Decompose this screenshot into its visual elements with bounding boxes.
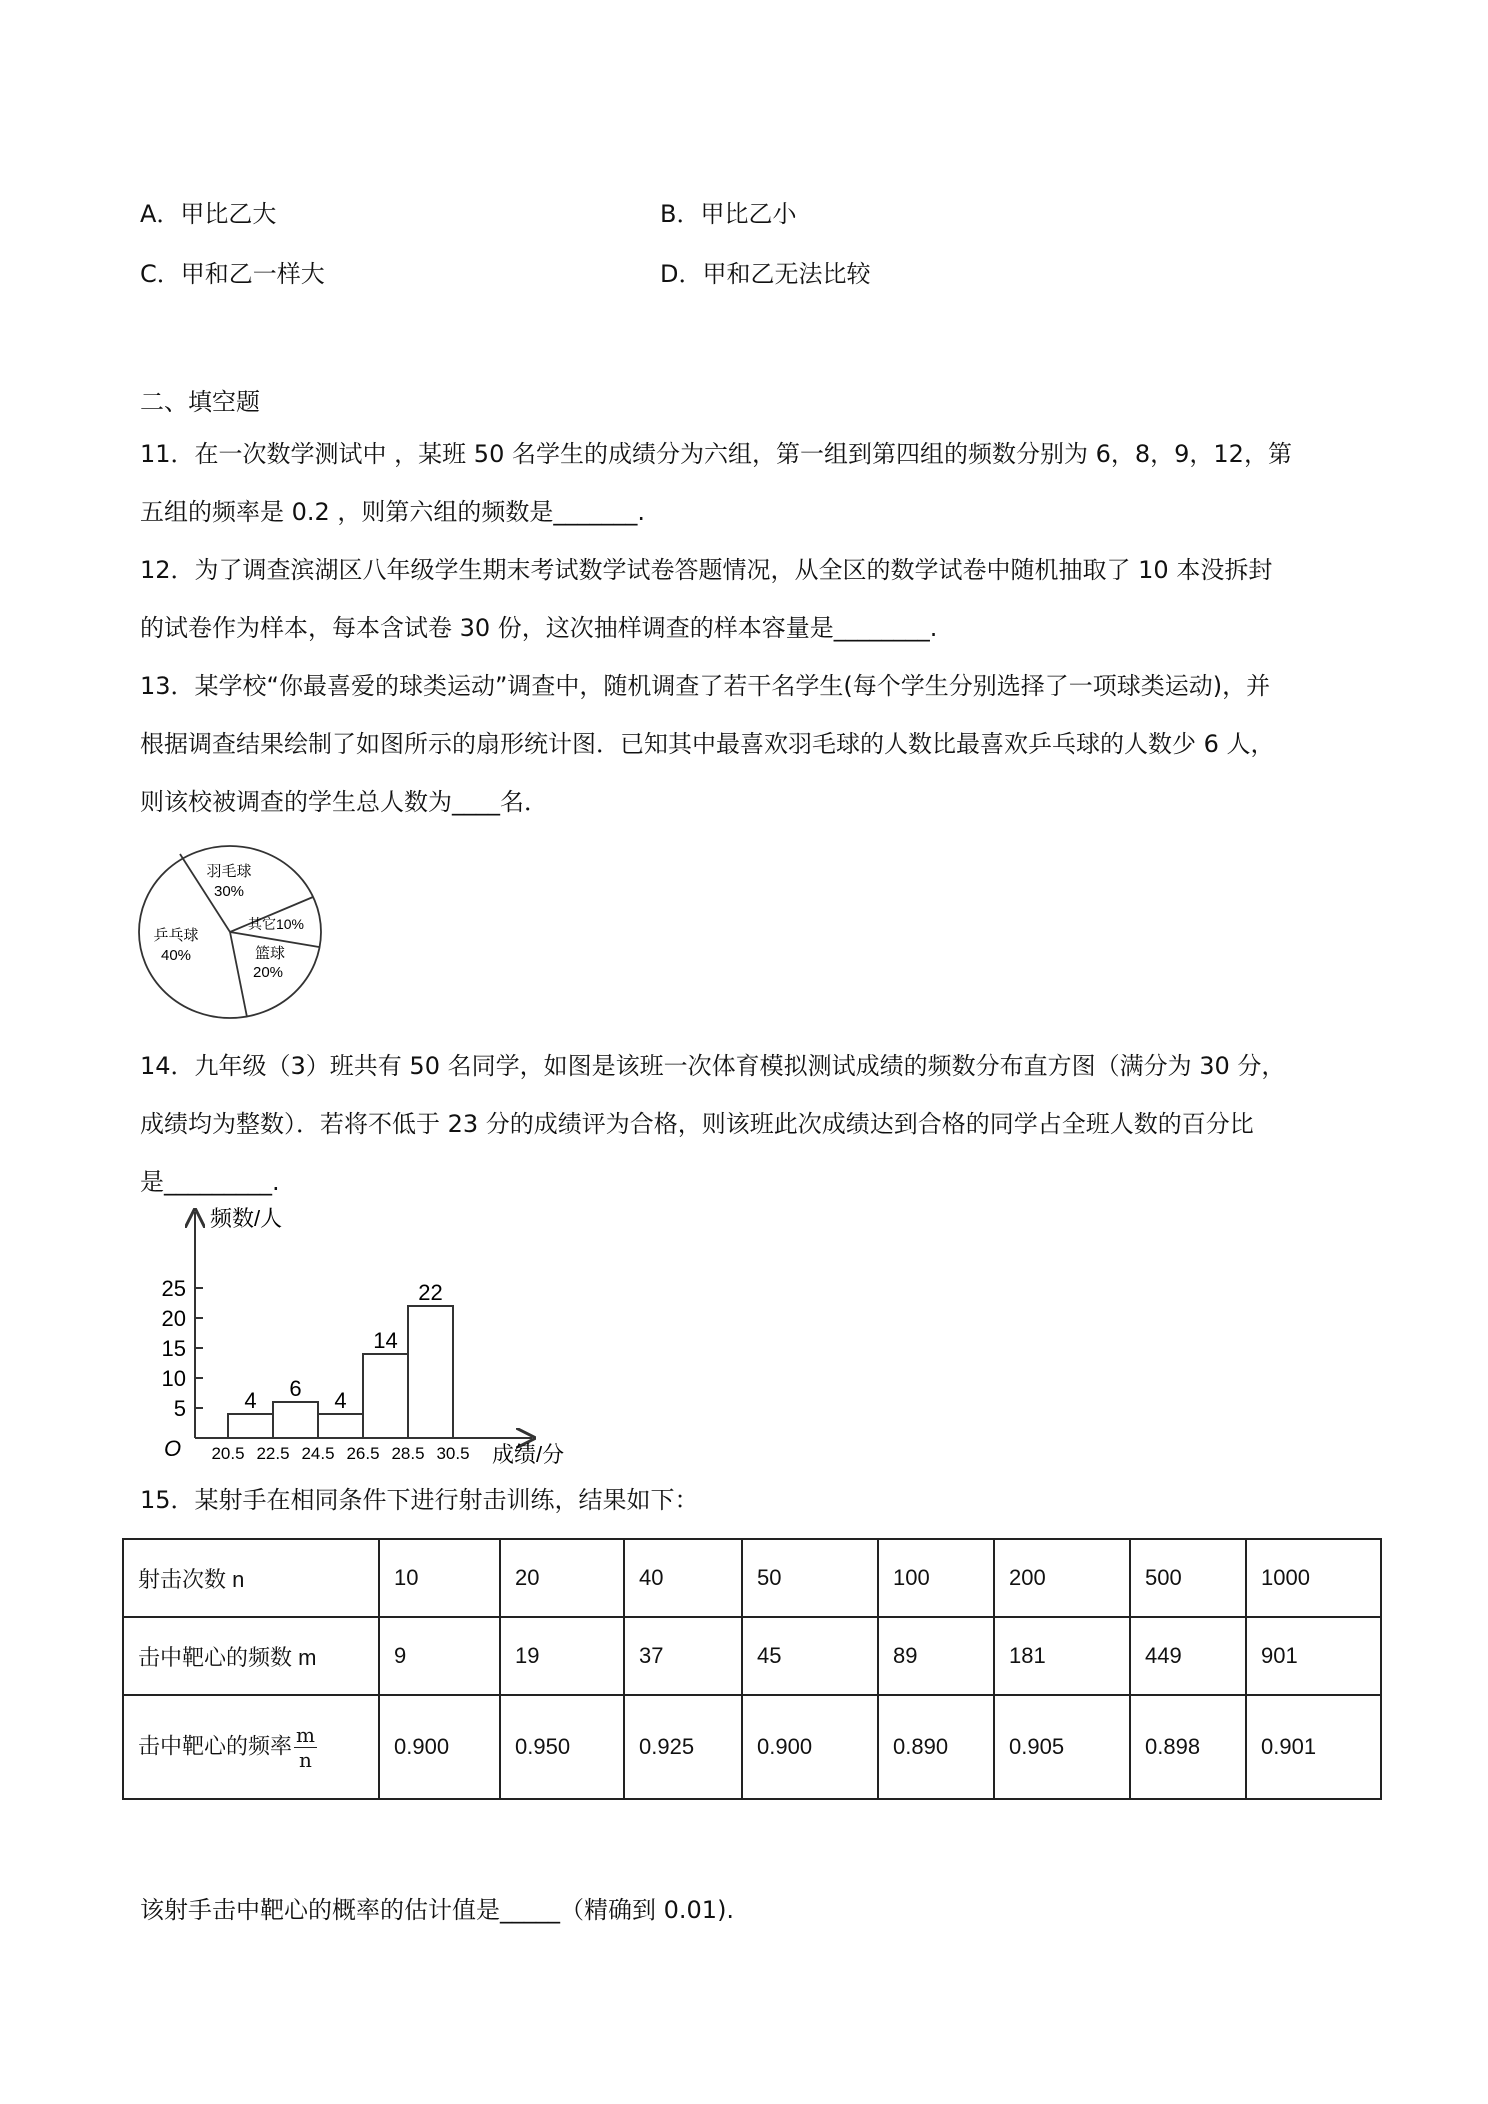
- table-cell: 19: [500, 1617, 624, 1695]
- table-cell: 89: [878, 1617, 994, 1695]
- choice-c: C．甲和乙一样大: [140, 260, 325, 288]
- pie-label-other: 其它10%: [247, 916, 305, 932]
- table-row-n: [123, 1539, 1381, 1617]
- pie-divider-4: [230, 932, 247, 1017]
- table-cell: 0.950: [500, 1695, 624, 1799]
- table-cell: 37: [624, 1617, 742, 1695]
- q13-line-1: 13．某学校“你最喜爱的球类运动”调查中，随机调查了若干名学生(每个学生分别选择了一项球类运动)，并: [140, 672, 1271, 700]
- y-tick-label: 15: [161, 1336, 186, 1361]
- bar-value-label: 4: [334, 1388, 347, 1413]
- row-label-f: [123, 1695, 379, 1799]
- table-cell: 0.901: [1246, 1695, 1381, 1799]
- table-cell: 45: [742, 1617, 878, 1695]
- pie-label-pingpong: 乒乓球: [153, 927, 199, 944]
- table-cell: 40: [624, 1539, 742, 1617]
- choice-a: A．甲比乙大: [140, 200, 277, 228]
- histogram-bar: [228, 1414, 273, 1438]
- pie-pct-badminton: 30%: [213, 883, 245, 900]
- table-cell: 9: [379, 1617, 500, 1695]
- bar-value-label: 22: [418, 1280, 443, 1305]
- fraction-denominator: n: [299, 1747, 312, 1772]
- q14-line-2: 成绩均为整数）．若将不低于 23 分的成绩评为合格，则该班此次成绩达到合格的同学占全班人数的百分比: [140, 1110, 1254, 1138]
- table-cell: 0.900: [742, 1695, 878, 1799]
- x-tick-label: 20.5: [211, 1444, 245, 1463]
- table-cell: 181: [994, 1617, 1130, 1695]
- row-label-m: 击中靶心的频数 m: [123, 1617, 379, 1695]
- q11-line-2: 五组的频率是 0.2 ，则第六组的频数是_______.: [140, 498, 646, 526]
- pie-pct-basketball: 20%: [252, 964, 284, 981]
- x-tick-label: 24.5: [301, 1444, 335, 1463]
- table-cell: 0.900: [379, 1695, 500, 1799]
- q14-line-1: 14．九年级（3）班共有 50 名同学，如图是该班一次体育模拟测试成绩的频数分布直方图（满分为 30 分，: [140, 1052, 1286, 1080]
- table-cell: 20: [500, 1539, 624, 1617]
- y-tick-label: 20: [161, 1306, 186, 1331]
- q13-line-2: 根据调查结果绘制了如图所示的扇形统计图．已知其中最喜欢羽毛球的人数比最喜欢乒乓球的人数少 6 人，: [140, 730, 1275, 758]
- table-cell: 0.925: [624, 1695, 742, 1799]
- q12-line-1: 12．为了调查滨湖区八年级学生期末考试数学试卷答题情况，从全区的数学试卷中随机抽取了 10 本没拆封: [140, 556, 1273, 584]
- histogram-bar: [273, 1402, 318, 1438]
- table-cell: 0.905: [994, 1695, 1130, 1799]
- table-cell: 449: [1130, 1617, 1246, 1695]
- table-cell: 100: [878, 1539, 994, 1617]
- y-tick-label: 5: [173, 1396, 186, 1421]
- table-cell: 901: [1246, 1617, 1381, 1695]
- x-tick-label: 22.5: [256, 1444, 290, 1463]
- pie-label-basketball: 篮球: [254, 945, 286, 962]
- table-cell: 10: [379, 1539, 500, 1617]
- table-cell: 500: [1130, 1539, 1246, 1617]
- section-title: 二、填空题: [140, 388, 260, 416]
- x-axis-label: 成绩/分: [492, 1442, 565, 1467]
- x-tick-label: 30.5: [436, 1444, 470, 1463]
- q15-intro: 15．某射手在相同条件下进行射击训练，结果如下：: [140, 1486, 699, 1514]
- table-cell: 1000: [1246, 1539, 1381, 1617]
- fraction-m-over-n: [294, 1722, 317, 1772]
- bar-value-label: 14: [373, 1328, 398, 1353]
- row-label-f-text: 击中靶心的频率: [138, 1732, 293, 1758]
- bar-value-label: 4: [244, 1388, 257, 1413]
- y-tick-label: 25: [161, 1276, 186, 1301]
- pie-chart: [134, 840, 334, 1020]
- x-tick-label: 26.5: [346, 1444, 380, 1463]
- pie-pct-pingpong: 40%: [160, 947, 192, 964]
- choice-b: B．甲比乙小: [660, 200, 797, 228]
- q14-line-3: 是_________.: [140, 1168, 280, 1196]
- q15-conclusion: 该射手击中靶心的概率的估计值是_____（精确到 0.01).: [140, 1896, 735, 1924]
- table-row-f: [123, 1695, 1381, 1799]
- fraction-numerator: m: [296, 1722, 315, 1747]
- histogram-bar: [318, 1414, 363, 1438]
- table-cell: 200: [994, 1539, 1130, 1617]
- histogram-bar: [408, 1306, 453, 1438]
- shooting-table: [122, 1538, 1382, 1800]
- histogram-bar: [363, 1354, 408, 1438]
- q13-line-3: 则该校被调查的学生总人数为____名．: [140, 788, 548, 816]
- row-label-n: 射击次数 n: [123, 1539, 379, 1617]
- pie-label-badminton: 羽毛球: [206, 863, 252, 880]
- histogram: [140, 1200, 600, 1472]
- table-cell: 0.890: [878, 1695, 994, 1799]
- table-cell: 0.898: [1130, 1695, 1246, 1799]
- choice-d: D．甲和乙无法比较: [660, 260, 871, 288]
- table-row-m: [123, 1617, 1381, 1695]
- q12-line-2: 的试卷作为样本，每本含试卷 30 份，这次抽样调查的样本容量是________.: [140, 614, 938, 642]
- y-axis-label: 频数/人: [210, 1206, 283, 1231]
- x-tick-label: 28.5: [391, 1444, 425, 1463]
- origin-label: O: [164, 1436, 182, 1461]
- bar-value-label: 6: [289, 1376, 302, 1401]
- table-cell: 50: [742, 1539, 878, 1617]
- y-tick-label: 10: [161, 1366, 186, 1391]
- q11-line-1: 11．在一次数学测试中 ，某班 50 名学生的成绩分为六组，第一组到第四组的频数分别为 6，8，9，12，第: [140, 440, 1292, 468]
